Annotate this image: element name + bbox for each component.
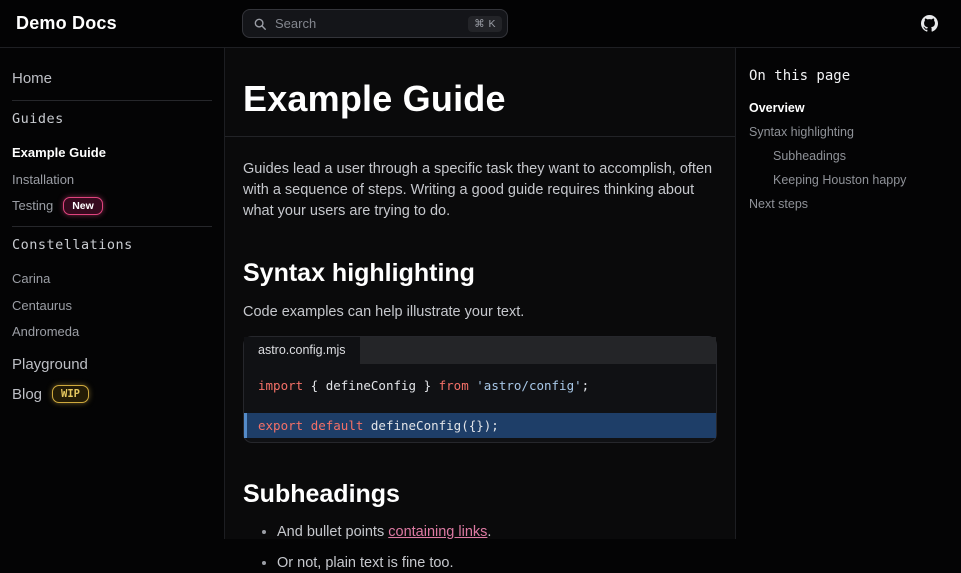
toc-item-subheadings[interactable]: Subheadings: [773, 149, 846, 163]
list-item: • And bullet points containing links.: [277, 522, 717, 542]
site-header: [0, 0, 960, 48]
page-title: Example Guide: [243, 78, 506, 119]
sidebar-group-guides: Guides: [12, 111, 64, 127]
sidebar-item-installation[interactable]: Installation: [12, 171, 75, 187]
sidebar-item-example-guide[interactable]: Example Guide: [12, 145, 106, 160]
syntax-paragraph: Code examples can help illustrate your text.: [243, 304, 525, 320]
sidebar-home-label: Home: [12, 70, 53, 87]
sidebar-item-playground[interactable]: Playground: [12, 355, 88, 373]
containing-links-link[interactable]: containing links: [388, 524, 488, 540]
toc-heading: On this page: [749, 68, 851, 84]
code-line-blank: [244, 395, 716, 413]
toc-item-syntax-highlighting[interactable]: Syntax highlighting: [749, 125, 854, 139]
on-this-page-panel: [736, 48, 961, 539]
sidebar-item-testing[interactable]: Testing New: [12, 197, 212, 215]
code-body: [244, 364, 716, 442]
search-input[interactable]: [242, 9, 508, 38]
bullet-list: [243, 522, 717, 573]
main-content: [225, 48, 736, 571]
search-shortcut-kbd: ⌘ K: [468, 16, 502, 32]
toc-item-overview[interactable]: Overview: [749, 101, 805, 115]
github-icon: [921, 15, 938, 32]
github-link[interactable]: [921, 15, 938, 32]
sidebar-item-carina[interactable]: Carina: [12, 271, 51, 286]
wip-badge: WIP: [52, 385, 89, 403]
toc-item-keeping-houston-happy[interactable]: Keeping Houston happy: [773, 173, 907, 187]
code-line-import: import { defineConfig } from 'astro/config';: [258, 378, 590, 393]
search-icon: [253, 17, 267, 31]
site-title[interactable]: Demo Docs: [16, 13, 117, 33]
code-tab-bar: [244, 337, 716, 364]
section-heading-syntax-highlighting: Syntax highlighting: [243, 259, 475, 287]
title-divider: [225, 136, 735, 137]
sidebar-item-home[interactable]: [12, 68, 212, 89]
sidebar-divider: [12, 100, 212, 101]
sidebar-divider: [12, 226, 212, 227]
sidebar-nav: [0, 48, 225, 539]
section-heading-subheadings: Subheadings: [243, 480, 400, 508]
toc-list: [749, 99, 949, 213]
intro-paragraph: Guides lead a user through a specific task they want to accomplish, often with a sequence of steps. Writing a good guide requires thinking about what your users are trying to do.: [243, 161, 713, 219]
sidebar-group-constellations: Constellations: [12, 237, 133, 253]
code-line-export-highlighted: export default defineConfig({});: [244, 413, 716, 438]
list-item: • Or not, plain text is fine too.: [277, 553, 717, 573]
toc-item-next-steps[interactable]: Next steps: [749, 197, 809, 211]
sidebar-item-centaurus[interactable]: Centaurus: [12, 297, 72, 313]
sidebar-item-andromeda[interactable]: Andromeda: [12, 324, 80, 339]
code-block: [243, 336, 717, 443]
sidebar-item-blog[interactable]: Blog WIP: [12, 384, 212, 405]
code-tab-filename[interactable]: astro.config.mjs: [244, 337, 360, 364]
search-placeholder: Search: [275, 16, 317, 31]
new-badge: New: [63, 197, 103, 215]
